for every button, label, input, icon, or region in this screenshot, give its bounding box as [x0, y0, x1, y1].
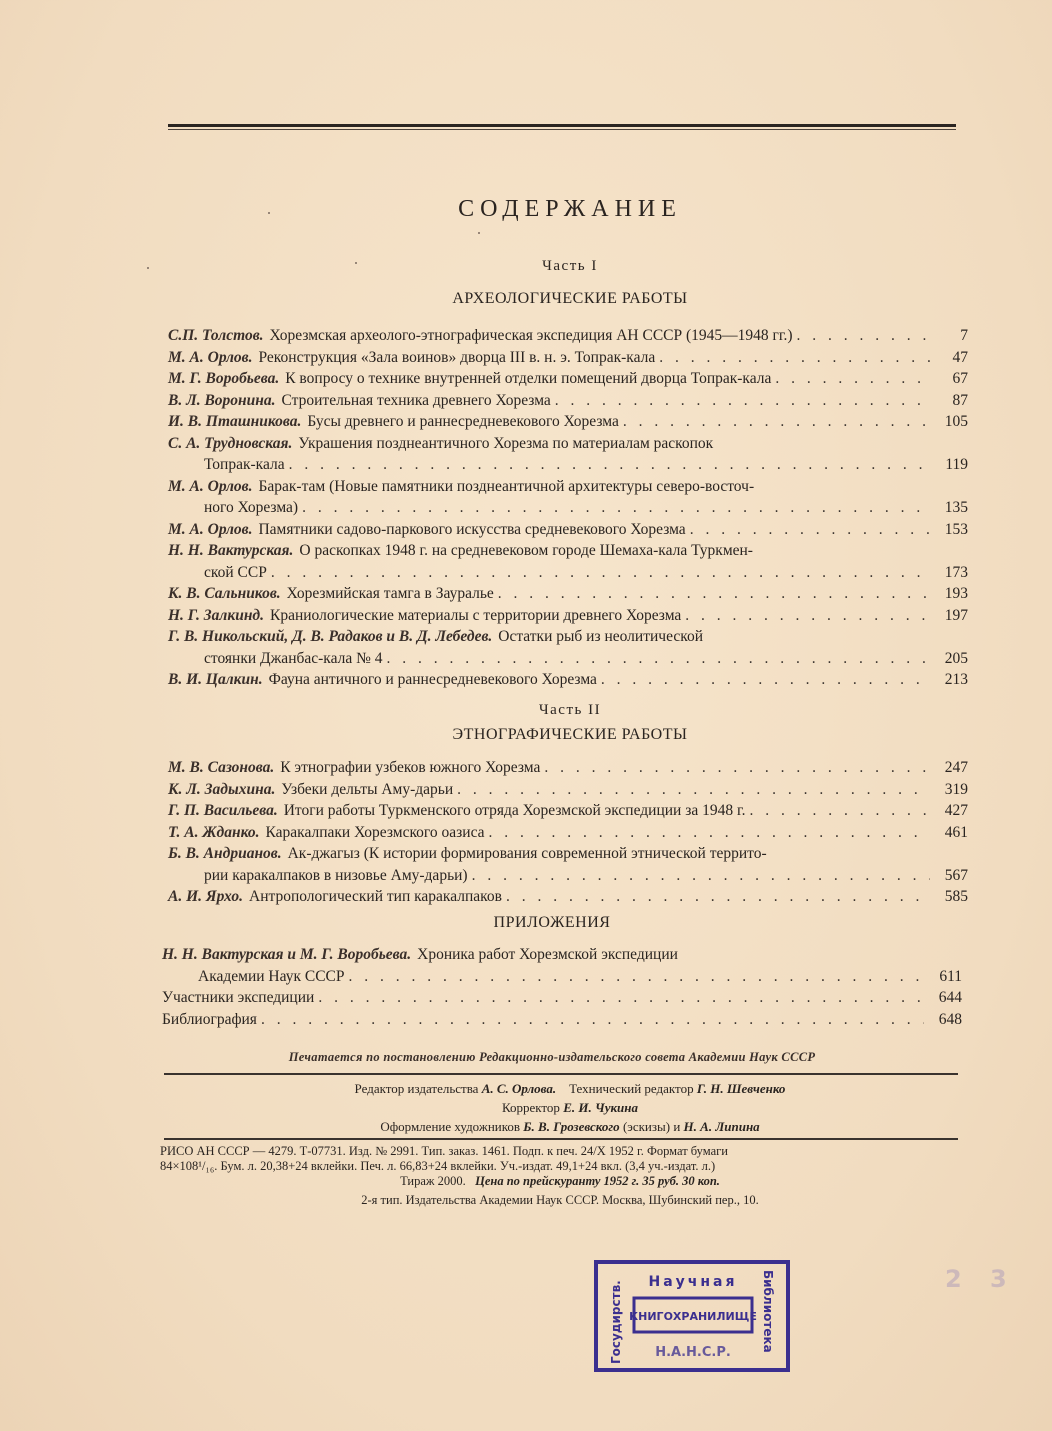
toc-author: С. А. Трудновская.: [168, 434, 293, 452]
tech-details: [160, 1144, 960, 1189]
toc-leader-dots: [623, 411, 930, 433]
toc-leader-dots: [797, 325, 930, 347]
toc-entry: [168, 669, 968, 691]
stamp-bottom-text: Н.А.Н.С.Р.: [655, 1345, 731, 1360]
toc-entry-line: [168, 779, 968, 801]
credits-line-corrector: [0, 1098, 1052, 1117]
toc-page-number: 567: [944, 866, 968, 884]
toc-entry: [168, 757, 968, 779]
tech-editor-name: Г. Н. Шевченко: [696, 1081, 786, 1096]
toc-entry-line: [168, 476, 968, 498]
toc-leader-dots: [544, 757, 930, 779]
toc-entry-line: [168, 454, 968, 476]
tech-editor-label: Технический редактор: [569, 1081, 694, 1096]
toc-page-number: 611: [939, 967, 962, 985]
toc-entry: [168, 779, 968, 801]
toc-page-number: 585: [944, 888, 968, 905]
toc-page-number: 87: [952, 391, 968, 409]
design-name-2: Н. А. Липина: [683, 1119, 760, 1134]
toc-leader-dots: [302, 497, 930, 519]
toc-title: Реконструкция «Зала воинов» дворца III в. н. э. Топрак-кала: [258, 348, 656, 366]
stamp-top-text: Научная: [648, 1274, 738, 1290]
toc-entry: [168, 325, 968, 347]
toc-title: Хорезмийская тамга в Зауралье: [286, 585, 494, 602]
toc-leader-dots: [690, 519, 930, 541]
credits-line-editors: [0, 1079, 1052, 1098]
toc-entry: [168, 411, 968, 433]
toc-author: В. Л. Воронина.: [168, 391, 276, 409]
part-2-label: Часть II: [538, 702, 602, 718]
toc-entry: [168, 822, 968, 844]
toc-entry-line: [168, 605, 968, 627]
imprint-note: Печатается по постановлению Редакционно-издательского совета Академии Наук СССР: [288, 1050, 816, 1064]
toc-entry-line: [168, 669, 968, 691]
toc-leader-dots: [506, 886, 930, 908]
toc-leader-dots: [489, 822, 930, 844]
toc-author: Т. А. Жданко.: [168, 823, 260, 841]
toc-title: Хроника работ Хорезмской экспедиции: [417, 946, 678, 963]
toc-title: О раскопках 1948 г. на средневековом городе Шемаха-кала Туркмен-: [299, 542, 753, 559]
toc-entry-line: [162, 944, 962, 966]
toc-title: К этнографии узбеков южного Хорезма: [280, 759, 541, 776]
toc-entry-line: [168, 583, 968, 605]
toc-entry-line: [168, 519, 968, 541]
editor-label: Редактор издательства: [354, 1081, 479, 1096]
toc-title: Академии Наук СССР: [198, 967, 345, 985]
toc-entry-line: [168, 411, 968, 433]
toc-page-number: 67: [952, 370, 968, 387]
toc-entry-line: [162, 1009, 962, 1031]
toc-entry-line: [168, 843, 968, 865]
toc-part-1: [168, 325, 968, 691]
toc-entry: [168, 390, 968, 412]
toc-title: Хорезмская археолого-этнографическая экспедиция АН СССР (1945—1948 гг.): [269, 327, 793, 344]
toc-page-number: 648: [938, 1010, 962, 1028]
toc-author: М. В. Сазонова.: [168, 759, 275, 776]
toc-entry: [168, 583, 968, 605]
toc-page-number: 119: [945, 456, 968, 473]
toc-entry-line: [168, 433, 968, 455]
price: Цена по прейскуранту 1952 г. 35 руб. 30 коп.: [475, 1174, 720, 1188]
toc-entry: [162, 987, 962, 1009]
appendix-heading: ПРИЛОЖЕНИЯ: [493, 914, 611, 931]
part-2-heading: ЭТНОГРАФИЧЕСКИЕ РАБОТЫ: [452, 726, 688, 743]
toc-entry-line: [168, 325, 968, 347]
toc-page-number: 319: [944, 780, 968, 798]
toc-title: ской ССР: [204, 563, 267, 581]
toc-title: Каракалпаки Хорезмского оазиса: [265, 823, 485, 841]
toc-leader-dots: [472, 865, 930, 887]
toc-author: С.П. Толстов.: [168, 327, 264, 344]
toc-entry: [162, 944, 962, 987]
toc-entry-line: [168, 497, 968, 519]
paper-speck: [355, 262, 357, 264]
toc-entry: [168, 540, 968, 583]
corrector-name: Е. И. Чукина: [563, 1100, 639, 1115]
toc-title: Узбеки дельты Аму-дарьи: [281, 780, 454, 798]
toc-author: М. Г. Воробьева.: [168, 370, 280, 387]
toc-page-number: 135: [944, 499, 968, 516]
imprint-rule-2: [164, 1138, 958, 1140]
toc-entry-line: [168, 626, 968, 648]
toc-leader-dots: [318, 987, 924, 1009]
toc-title: Памятники садово-паркового искусства средневекового Хорезма: [258, 520, 686, 538]
toc-leader-dots: [601, 669, 930, 691]
toc-title: Строительная техника древнего Хорезма: [281, 391, 551, 409]
toc-entry: [168, 800, 968, 822]
toc-entry: [168, 886, 968, 908]
toc-page-number: 427: [944, 802, 968, 819]
design-name-1: Б. В. Грозевского: [523, 1119, 620, 1134]
toc-page-number: 213: [944, 671, 968, 688]
toc-page-number: 644: [938, 989, 962, 1006]
toc-author: Н. Н. Вактурская и М. Г. Воробьева.: [162, 946, 412, 963]
toc-leader-dots: [387, 648, 930, 670]
imprint-rule-1: [164, 1073, 958, 1075]
toc-appendix: [162, 944, 962, 1030]
toc-entry-line: [168, 865, 968, 887]
print-run: Тираж 2000.: [400, 1174, 466, 1188]
toc-title: К вопросу о технике внутренней отделки помещений дворца Топрак-кала: [285, 370, 772, 387]
toc-author: Н. Г. Залкинд.: [168, 606, 264, 624]
toc-title: рии каракалпаков в низовье Аму-дарьи): [204, 866, 468, 884]
toc-entry-line: [168, 886, 968, 908]
toc-page-number: 47: [952, 348, 968, 366]
toc-author: М. А. Орлов.: [168, 477, 253, 495]
toc-entry-line: [168, 540, 968, 562]
toc-leader-dots: [349, 966, 925, 988]
paper-speck: [268, 212, 270, 214]
toc-leader-dots: [659, 347, 930, 369]
toc-leader-dots: [555, 390, 930, 412]
part-1-label: Часть I: [542, 258, 598, 274]
header-rule-thick: [168, 124, 956, 127]
library-stamp: [592, 1258, 792, 1374]
toc-title: Антропологический тип каракалпаков: [249, 888, 502, 905]
printer-line: 2-я тип. Издательства Академии Наук СССР. Москва, Шубинский пер., 10.: [361, 1193, 759, 1207]
toc-leader-dots: [749, 800, 930, 822]
toc-entry: [168, 433, 968, 476]
toc-leader-dots: [271, 562, 930, 584]
toc-title: ного Хорезма): [204, 499, 299, 516]
toc-leader-dots: [261, 1009, 924, 1031]
toc-part-2: [168, 757, 968, 908]
toc-title: Итоги работы Туркменского отряда Хорезмской экспедиции за 1948 г.: [283, 802, 746, 819]
toc-leader-dots: [498, 583, 930, 605]
toc-author: К. В. Сальников.: [168, 585, 281, 602]
toc-leader-dots: [775, 368, 930, 390]
toc-title: Украшения позднеантичного Хорезма по материалам раскопок: [298, 434, 714, 452]
paper-speck: [478, 232, 480, 234]
toc-page-number: 153: [944, 520, 968, 538]
toc-entry-line: [162, 966, 962, 988]
credits-line-design: [0, 1117, 1052, 1136]
toc-entry-line: [168, 368, 968, 390]
toc-entry-line: [168, 800, 968, 822]
design-mid: (эскизы) и: [622, 1119, 681, 1134]
stamp-center-text: КНИГОХРАНИЛИЩЕ: [629, 1310, 757, 1323]
toc-author: В. И. Цалкин.: [168, 671, 263, 688]
toc-page-number: 173: [944, 563, 968, 581]
toc-entry-line: [168, 347, 968, 369]
toc-page-number: 461: [944, 823, 968, 841]
toc-title: стоянки Джанбас-кала № 4: [204, 649, 383, 667]
tech-line-2: 84×108¹/₁₆. Бум. л. 20,38+24 вклейки. Печ. л. 66,83+24 вклейки. Уч.-издат. 49,1+24 вкл. (3,4 уч.-издат. л.): [160, 1159, 716, 1173]
header-rule-thin: [168, 129, 956, 130]
toc-title: Участники экспедиции: [162, 989, 315, 1006]
toc-title: Топрак-кала: [204, 456, 285, 473]
toc-page-number: 197: [944, 606, 968, 624]
toc-entry: [168, 626, 968, 669]
toc-entry-line: [168, 562, 968, 584]
toc-entry: [168, 476, 968, 519]
stamp-left-text: Госудирств.: [609, 1280, 623, 1364]
toc-entry-line: [162, 987, 962, 1009]
toc-leader-dots: [685, 605, 930, 627]
toc-author: К. Л. Задыхина.: [168, 780, 276, 798]
toc-title: Фауна античного и раннесредневекового Хорезма: [268, 671, 597, 688]
toc-author: Н. Н. Вактурская.: [168, 542, 294, 559]
toc-author: М. А. Орлов.: [168, 520, 253, 538]
toc-page-number: 205: [944, 649, 968, 667]
toc-title: Краниологические материалы с территории древнего Хорезма: [270, 606, 682, 624]
toc-title: Бусы древнего и раннесредневекового Хорезма: [307, 413, 619, 430]
toc-title: Библиография: [162, 1010, 257, 1028]
toc-entry-line: [168, 822, 968, 844]
toc-author: И. В. Пташникова.: [168, 413, 302, 430]
toc-page-number: 7: [960, 327, 968, 344]
toc-entry: [168, 368, 968, 390]
toc-author: Г. П. Васильева.: [168, 802, 278, 819]
toc-title: Барак-там (Новые памятники позднеантичной архитектуры северо-восточ-: [258, 477, 755, 495]
toc-title: Ак-джагыз (К истории формирования современной этнической террито-: [287, 845, 767, 862]
toc-page-number: 193: [944, 585, 968, 602]
toc-author: Г. В. Никольский, Д. В. Радаков и В. Д. Лебедев.: [168, 628, 493, 645]
editor-name: А. С. Орлова.: [481, 1081, 557, 1096]
toc-entry: [168, 605, 968, 627]
toc-entry: [162, 1009, 962, 1031]
toc-leader-dots: [289, 454, 930, 476]
tech-line-1: РИСО АН СССР — 4279. Т-07731. Изд. № 2991. Тип. заказ. 1461. Подп. к печ. 24/X 1952 г. Формат бумаги: [160, 1144, 728, 1158]
part-1-heading: АРХЕОЛОГИЧЕСКИЕ РАБОТЫ: [452, 290, 688, 307]
toc-entry: [168, 843, 968, 886]
pencil-mark: 2 3: [945, 1265, 1017, 1293]
toc-entry: [168, 519, 968, 541]
toc-author: А. И. Ярхо.: [168, 888, 244, 905]
toc-author: М. А. Орлов.: [168, 348, 253, 366]
toc-entry: [168, 347, 968, 369]
toc-page-number: 105: [944, 413, 968, 430]
tech-line-3: [160, 1174, 960, 1189]
paper-speck: [147, 267, 149, 269]
toc-entry-line: [168, 648, 968, 670]
toc-page-number: 247: [944, 759, 968, 776]
page-title: СОДЕРЖАНИЕ: [458, 196, 682, 222]
stamp-right-text: Библиотека: [761, 1270, 775, 1353]
toc-title: Остатки рыб из неолитической: [498, 628, 704, 645]
toc-author: Б. В. Андрианов.: [168, 845, 282, 862]
toc-leader-dots: [457, 779, 930, 801]
design-label: Оформление художников: [380, 1119, 521, 1134]
corrector-label: Корректор: [501, 1100, 560, 1115]
toc-entry-line: [168, 757, 968, 779]
toc-entry-line: [168, 390, 968, 412]
